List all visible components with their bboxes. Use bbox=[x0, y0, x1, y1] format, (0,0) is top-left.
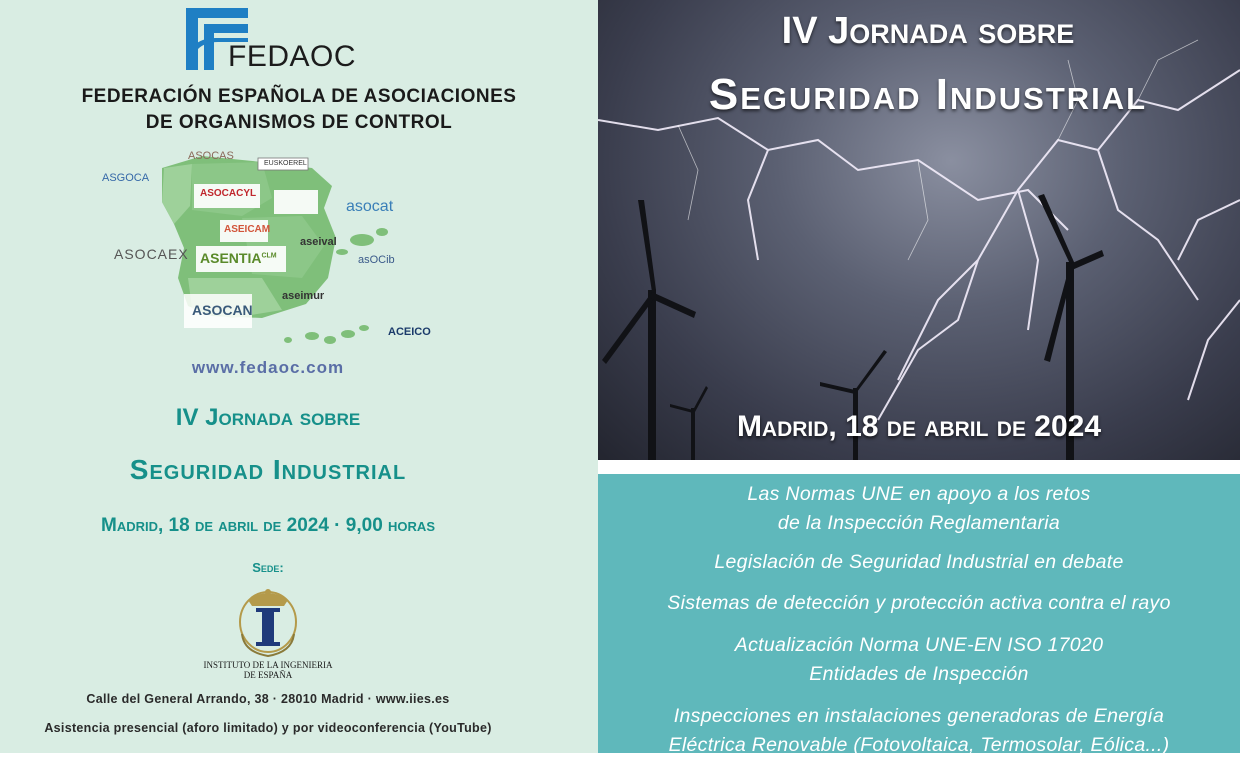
asentia-label: $ASENTIA^{CLM}$ bbox=[200, 250, 277, 266]
iie-logo bbox=[148, 580, 388, 680]
left-panel bbox=[0, 0, 598, 753]
venue-address: Calle del General Arrando, 38 · 28010 Madrid · www.iies.es bbox=[86, 692, 450, 706]
topic-2 bbox=[598, 548, 1240, 577]
topic-1-line1: Las Normas UNE en apoyo a los retos bbox=[747, 483, 1091, 505]
topic-1-line2: de la Inspección Reglamentaria bbox=[777, 512, 1061, 534]
topic-3-line1: Sistemas de detección y protección activa contra el rayo bbox=[667, 592, 1171, 614]
euskoerel-label: EUSKOEREL bbox=[264, 160, 307, 167]
storm-photo bbox=[598, 0, 1240, 460]
banner-title-line2: Seguridad Industrial bbox=[708, 70, 1148, 119]
asocan-label: ASOCAN bbox=[192, 302, 253, 318]
topic-5-line2: Eléctrica Renovable (Fotovoltaica, Termosolar, Eólica...) bbox=[668, 734, 1170, 756]
associations-map bbox=[92, 128, 456, 360]
fedaoc-logo-text: FEDAOC bbox=[228, 40, 357, 73]
asocaex-label: ASOCAEX bbox=[114, 246, 189, 262]
website-link[interactable]: www.fedaoc.com bbox=[191, 358, 345, 377]
aseival-label: aseival bbox=[300, 236, 337, 248]
federation-name-line1: FEDERACIÓN ESPAÑOLA DE ASOCIACIONES bbox=[81, 86, 517, 107]
iie-name-line1: INSTITUTO DE LA INGENIERIA bbox=[203, 660, 333, 670]
asocacyl-label: ASOCACYL bbox=[200, 188, 257, 199]
banner-date: Madrid, 18 de abril de 2024 bbox=[736, 410, 1102, 443]
aseimur-label: aseimur bbox=[282, 290, 325, 302]
topic-1 bbox=[598, 480, 1240, 538]
venue-label: Sede: bbox=[252, 560, 284, 575]
asocas-label: ASOCAS bbox=[188, 150, 234, 162]
asocat-label: asocat bbox=[346, 198, 394, 215]
left-title-line2: Seguridad Industrial bbox=[129, 454, 407, 485]
topic-4-line1: Actualización Norma UNE-EN ISO 17020 bbox=[734, 634, 1104, 656]
topic-5-line1: Inspecciones en instalaciones generadoras de Energía bbox=[673, 705, 1165, 727]
asocib-label: asOCib bbox=[358, 254, 395, 266]
topic-4 bbox=[598, 631, 1240, 689]
topic-5 bbox=[598, 702, 1240, 760]
aceico-label: ACEICO bbox=[388, 326, 431, 338]
topic-3 bbox=[598, 589, 1240, 618]
left-title-line1: IV Jornada sobre bbox=[175, 404, 361, 431]
topic-4-line2: Entidades de Inspección bbox=[809, 663, 1029, 685]
aseicam-label: ASEICAM bbox=[224, 224, 271, 235]
asgoca-label: ASGOCA bbox=[102, 172, 150, 184]
left-date-time: Madrid, 18 de abril de 2024 · 9,00 horas bbox=[101, 515, 435, 536]
iie-name-line2: DE ESPAÑA bbox=[243, 670, 293, 680]
panel-gap bbox=[598, 460, 1240, 474]
attendance-info: Asistencia presencial (aforo limitado) y por videoconferencia (YouTube) bbox=[44, 721, 492, 735]
federation-name-line2: DE ORGANISMOS DE CONTROL bbox=[145, 112, 453, 133]
banner-title-line1: IV Jornada sobre bbox=[781, 10, 1075, 52]
topic-2-line1: Legislación de Seguridad Industrial en debate bbox=[714, 551, 1124, 573]
lightning-wind-turbines-icon bbox=[598, 0, 1240, 460]
